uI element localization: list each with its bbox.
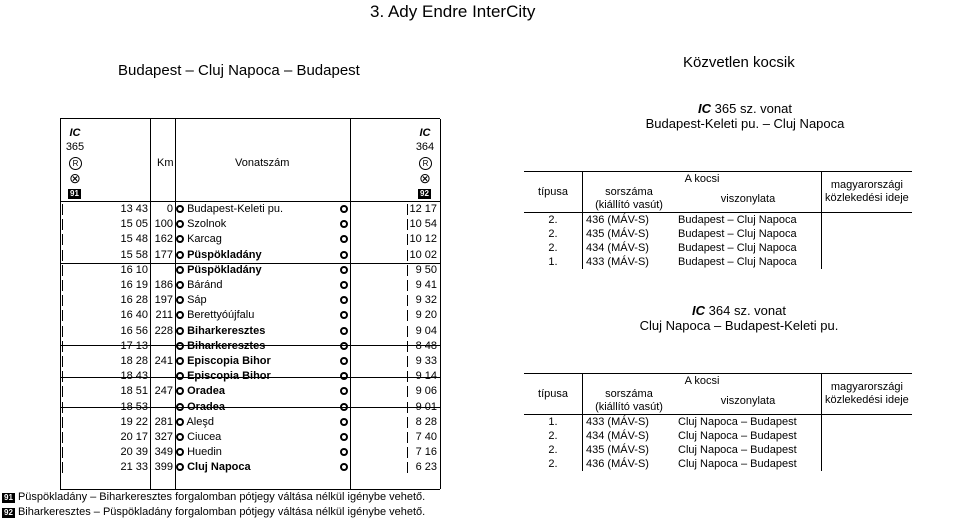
- coach-relation: Cluj Napoca – Budapest: [678, 416, 797, 428]
- coach-365-title: IC 365 sz. vonat Budapest-Keleti pu. – Cluj Napoca: [645, 101, 845, 131]
- coach-relation: Cluj Napoca – Budapest: [678, 444, 797, 456]
- coach-transport-time: [822, 443, 912, 457]
- footnote-91: 91 Püspökladány – Biharkeresztes forgalomban pótjegy váltása nélkül igénybe vehető.: [4, 491, 426, 503]
- coach-number: 434 (MÁV-S): [583, 241, 676, 255]
- stop-icon: [176, 372, 184, 380]
- stop-icon: [176, 448, 184, 456]
- arrival-time: 10 54: [409, 218, 437, 231]
- arrival-time: 9 01: [415, 400, 437, 413]
- stop-icon: [176, 205, 184, 213]
- stop-icon: [340, 311, 348, 319]
- stop-icon: [176, 266, 184, 274]
- stop-icon: [340, 387, 348, 395]
- arrival-time: 12 17: [409, 203, 437, 215]
- coach-class: 2.: [548, 214, 558, 226]
- coach-number: 433 (MÁV-S): [583, 415, 676, 430]
- stop-icon: [176, 296, 184, 304]
- stop-icon: [176, 463, 184, 471]
- reservation-icon: R: [69, 157, 82, 170]
- page-title: 3. Ady Endre InterCity: [370, 2, 536, 21]
- station-name: Sáp: [176, 294, 207, 307]
- station-name: Biharkeresztes: [176, 340, 265, 353]
- stop-icon: [176, 403, 184, 411]
- timetable: [60, 118, 440, 490]
- coach-number: 433 (MÁV-S): [583, 255, 676, 269]
- stop-icon: [176, 235, 184, 243]
- stop-icon: [340, 266, 348, 274]
- km-value: 197: [154, 294, 173, 307]
- departure-time: 15 58: [120, 248, 148, 261]
- coach-number: 435 (MÁV-S): [583, 227, 676, 241]
- departure-time: 17 13: [120, 339, 148, 352]
- station-name: Episcopia Bihor: [176, 355, 271, 368]
- table-row: [524, 457, 912, 471]
- stop-icon: [340, 342, 348, 350]
- arrival-time: 9 06: [415, 385, 437, 398]
- departure-time: 18 51: [120, 385, 148, 398]
- table-row: [524, 213, 912, 228]
- km-value: 162: [154, 233, 173, 246]
- arrival-time: 7 40: [415, 431, 437, 443]
- left-train-number: 365: [65, 141, 85, 153]
- note-92-icon: 92: [420, 189, 429, 198]
- km-value: 327: [154, 431, 173, 443]
- restaurant-icon: ⊗: [69, 170, 81, 186]
- station-name: Püspökladány: [176, 249, 262, 262]
- route-title: Budapest – Cluj Napoca – Budapest: [118, 62, 360, 79]
- stop-icon: [340, 448, 348, 456]
- reservation-icon: R: [419, 157, 432, 170]
- arrival-time: 9 50: [415, 263, 437, 276]
- stop-icon: [176, 311, 184, 319]
- stop-icon: [176, 251, 184, 259]
- stop-icon: [340, 357, 348, 365]
- km-value: 281: [154, 415, 173, 428]
- arrival-time: 8 48: [415, 339, 437, 352]
- km-value: 211: [155, 309, 173, 322]
- right-train-type: IC: [419, 127, 431, 139]
- km-value: 399: [154, 461, 173, 474]
- coach-transport-time: [822, 213, 912, 228]
- coach-relation: Budapest – Cluj Napoca: [678, 242, 797, 254]
- table-row: [524, 227, 912, 241]
- departure-time: 19 22: [120, 415, 148, 428]
- stop-icon: [340, 296, 348, 304]
- stop-icon: [176, 220, 184, 228]
- station-name: Püspökladány: [176, 264, 262, 277]
- left-train-type: IC: [69, 127, 81, 139]
- station-name: Biharkeresztes: [176, 325, 265, 338]
- station-name: Szolnok: [176, 218, 226, 231]
- departure-time: 20 17: [120, 431, 148, 443]
- coach-relation: Cluj Napoca – Budapest: [678, 458, 797, 470]
- coach-365-table: típusa A kocsi magyarországi közlekedési ideje sorszáma (kiállító vasút) viszonylata 2. 436 (MÁV-S) Budapest – Cluj Napoca 2. 435 (MÁV-S) Budapest – Cluj Napoca 2. 434 (MÁV-S) Budapest – Cluj Napoca 1. 433 (MÁV-S) Budapest – Cluj Napoca: [524, 171, 912, 269]
- stop-icon: [176, 281, 184, 289]
- station-name: Huedin: [176, 446, 222, 459]
- arrival-time: 10 12: [409, 233, 437, 246]
- station-name: Báránd: [176, 279, 223, 292]
- km-value: 0: [166, 203, 173, 215]
- arrival-time: 9 33: [415, 355, 437, 367]
- coach-class: 2.: [548, 430, 558, 442]
- direct-coaches-title: Közvetlen kocsik: [683, 54, 795, 71]
- km-value: 349: [154, 446, 173, 459]
- stop-icon: [340, 403, 348, 411]
- coach-364-title: IC 364 sz. vonat Cluj Napoca – Budapest-Keleti pu.: [639, 303, 839, 333]
- stop-icon: [176, 433, 184, 441]
- stop-icon: [176, 357, 184, 365]
- station-name: Berettyóújfalu: [176, 309, 254, 322]
- departure-time: 18 53: [120, 400, 148, 413]
- table-row: [524, 255, 912, 269]
- station-name: Aleşd: [176, 416, 214, 429]
- coach-364-table: típusa A kocsi magyarországi közlekedési ideje sorszáma (kiállító vasút) viszonylata 1. 433 (MÁV-S) Cluj Napoca – Budapest 2. 434 (MÁV-S) Cluj Napoca – Budapest 2. 435 (MÁV-S) Cluj Napoca – Budapest 2. 436 (MÁV-S) Cluj Napoca – Budapest: [524, 373, 912, 471]
- restaurant-icon: ⊗: [419, 170, 431, 186]
- km-value: 228: [154, 324, 173, 337]
- coach-number: 435 (MÁV-S): [583, 443, 676, 457]
- coach-relation: Cluj Napoca – Budapest: [678, 430, 797, 442]
- arrival-time: 9 20: [415, 309, 437, 322]
- stop-icon: [340, 235, 348, 243]
- departure-time: 20 39: [120, 446, 148, 459]
- stop-icon: [340, 463, 348, 471]
- departure-time: 16 10: [120, 263, 148, 276]
- stop-icon: [176, 418, 184, 426]
- stop-icon: [340, 372, 348, 380]
- departure-time: 21 33: [120, 461, 148, 474]
- stop-icon: [176, 327, 184, 335]
- coach-class: 1.: [548, 416, 558, 428]
- stop-icon: [176, 387, 184, 395]
- right-train-number: 364: [415, 141, 435, 153]
- arrival-time: 8 28: [415, 415, 437, 428]
- station-name: Oradea: [176, 401, 225, 414]
- coach-relation: Budapest – Cluj Napoca: [678, 214, 797, 226]
- table-row: [524, 415, 912, 430]
- arrival-time: 9 41: [415, 279, 437, 291]
- km-value: 247: [154, 385, 173, 398]
- stop-icon: [176, 342, 184, 350]
- departure-time: 15 48: [120, 233, 148, 246]
- station-name: Ciucea: [176, 431, 221, 444]
- coach-relation: Budapest – Cluj Napoca: [678, 228, 797, 240]
- arrival-time: 9 04: [415, 324, 437, 337]
- table-row: [524, 241, 912, 255]
- station-name: Karcag: [176, 233, 222, 246]
- coach-transport-time: [822, 415, 912, 430]
- departure-time: 16 19: [120, 279, 148, 291]
- table-row: [524, 429, 912, 443]
- departure-time: 18 28: [120, 355, 148, 367]
- table-row: [524, 443, 912, 457]
- km-value: 177: [154, 248, 173, 261]
- stop-icon: [340, 251, 348, 259]
- coach-number: 434 (MÁV-S): [583, 429, 676, 443]
- stop-icon: [340, 220, 348, 228]
- coach-transport-time: [822, 227, 912, 241]
- station-name: Episcopia Bihor: [176, 370, 271, 383]
- arrival-time: 9 32: [415, 294, 437, 307]
- arrival-time: 7 16: [415, 446, 437, 459]
- station-name: Cluj Napoca: [176, 461, 251, 474]
- arrival-time: 6 23: [415, 461, 437, 474]
- coach-number: 436 (MÁV-S): [583, 457, 676, 471]
- departure-time: 13 43: [120, 203, 148, 215]
- coach-transport-time: [822, 241, 912, 255]
- coach-class: 1.: [548, 256, 558, 268]
- arrival-time: 9 14: [415, 370, 437, 383]
- coach-relation: Budapest – Cluj Napoca: [678, 256, 797, 268]
- stop-icon: [340, 281, 348, 289]
- departure-time: 16 40: [120, 309, 148, 322]
- train-number-header: Vonatszám: [235, 157, 290, 169]
- departure-time: 16 28: [120, 294, 148, 307]
- km-value: 186: [154, 279, 173, 291]
- km-value: 100: [154, 218, 173, 231]
- stop-icon: [340, 327, 348, 335]
- arrival-time: 10 02: [409, 248, 437, 261]
- km-value: 241: [154, 355, 173, 367]
- coach-class: 2.: [548, 458, 558, 470]
- stop-icon: [340, 418, 348, 426]
- stop-icon: [340, 433, 348, 441]
- stop-icon: [340, 205, 348, 213]
- coach-transport-time: [822, 429, 912, 443]
- km-header: Km: [157, 157, 174, 169]
- footnote-92: 92 Biharkeresztes – Püspökladány forgalomban pótjegy váltása nélkül igénybe vehető.: [4, 506, 426, 518]
- departure-time: 18 43: [120, 370, 148, 383]
- station-name: Oradea: [176, 385, 225, 398]
- departure-time: 15 05: [120, 218, 148, 231]
- coach-class: 2.: [548, 228, 558, 240]
- station-name: Budapest-Keleti pu.: [176, 203, 283, 216]
- coach-transport-time: [822, 457, 912, 471]
- coach-number: 436 (MÁV-S): [583, 213, 676, 228]
- coach-class: 2.: [548, 444, 558, 456]
- departure-time: 16 56: [120, 324, 148, 337]
- coach-class: 2.: [548, 242, 558, 254]
- note-91-icon: 91: [70, 189, 79, 198]
- coach-transport-time: [822, 255, 912, 269]
